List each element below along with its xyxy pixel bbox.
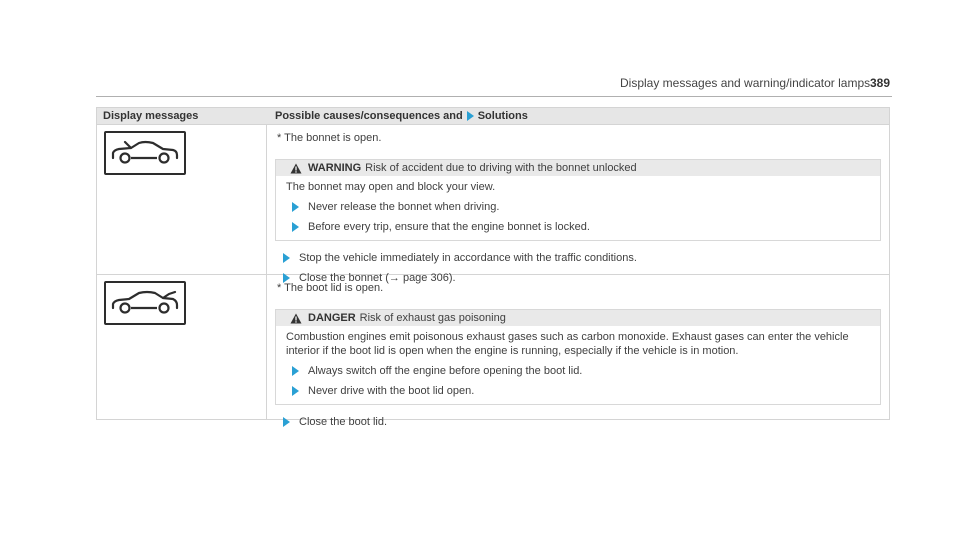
bonnet-open-icon	[104, 131, 186, 175]
list-item	[286, 200, 880, 214]
danger-body	[276, 326, 880, 404]
danger-header	[276, 310, 880, 326]
display-messages-table	[96, 107, 890, 428]
causes-solutions-cell	[267, 125, 889, 284]
running-header: Display messages and warning/indicator lamps	[620, 76, 871, 90]
column-header-display-messages: Display messages	[103, 110, 199, 122]
step-text: Stop the vehicle immediately in accordance with the traffic conditions.	[299, 252, 637, 264]
warning-header	[276, 160, 880, 176]
column-header-causes	[267, 108, 889, 124]
cause-text: * The boot lid is open.	[277, 282, 384, 294]
list-item	[286, 220, 880, 234]
arrow-icon	[292, 386, 299, 396]
arrow-icon	[292, 366, 299, 376]
warning-title: Risk of accident due to driving with the bonnet unlocked	[365, 162, 637, 174]
arrow-icon	[292, 202, 299, 212]
column-header-causes-label: Possible causes/consequences and	[275, 110, 463, 122]
arrow-icon	[283, 253, 290, 263]
danger-box	[275, 309, 881, 405]
step-text[interactable]: Close the bonnet (→ page 306).	[299, 272, 456, 284]
warning-triangle-icon	[290, 313, 302, 324]
list-item	[286, 364, 880, 378]
step-text: Never release the bonnet when driving.	[308, 201, 500, 213]
danger-text-line-2: interior if the boot lid is open when the engine is running, especially if the vehicle is in motion.	[286, 345, 739, 357]
warning-body	[276, 176, 880, 240]
page-number: 389	[870, 76, 891, 90]
cause-text: * The bonnet is open.	[277, 132, 382, 144]
header-rule	[96, 96, 892, 97]
warning-triangle-icon	[290, 163, 302, 174]
warning-text: The bonnet may open and block your view.	[286, 181, 496, 193]
table-row	[97, 124, 889, 284]
causes-solutions-cell	[267, 275, 889, 428]
arrow-icon	[292, 222, 299, 232]
list-item	[277, 251, 881, 265]
table-row	[97, 274, 889, 428]
signal-word: WARNING	[308, 162, 362, 174]
list-item	[286, 384, 880, 398]
step-text: Before every trip, ensure that the engine bonnet is locked.	[308, 221, 590, 233]
display-message-cell	[97, 125, 267, 274]
column-header-solutions-label: Solutions	[477, 110, 528, 122]
step-text: Never drive with the boot lid open.	[308, 385, 475, 397]
arrow-icon	[283, 417, 290, 427]
danger-text-line-1: Combustion engines emit poisonous exhaust gases such as carbon monoxide. Exhaust gases can enter the vehicle	[286, 331, 849, 343]
step-text: Close the boot lid.	[299, 416, 388, 428]
arrow-icon	[467, 111, 474, 121]
boot-lid-open-icon	[104, 281, 186, 325]
danger-title: Risk of exhaust gas poisoning	[359, 312, 506, 324]
list-item	[277, 415, 881, 429]
table-header	[97, 108, 889, 124]
signal-word: DANGER	[308, 312, 356, 324]
warning-box	[275, 159, 881, 241]
display-message-cell	[97, 275, 267, 419]
step-text: Always switch off the engine before opening the boot lid.	[308, 365, 583, 377]
